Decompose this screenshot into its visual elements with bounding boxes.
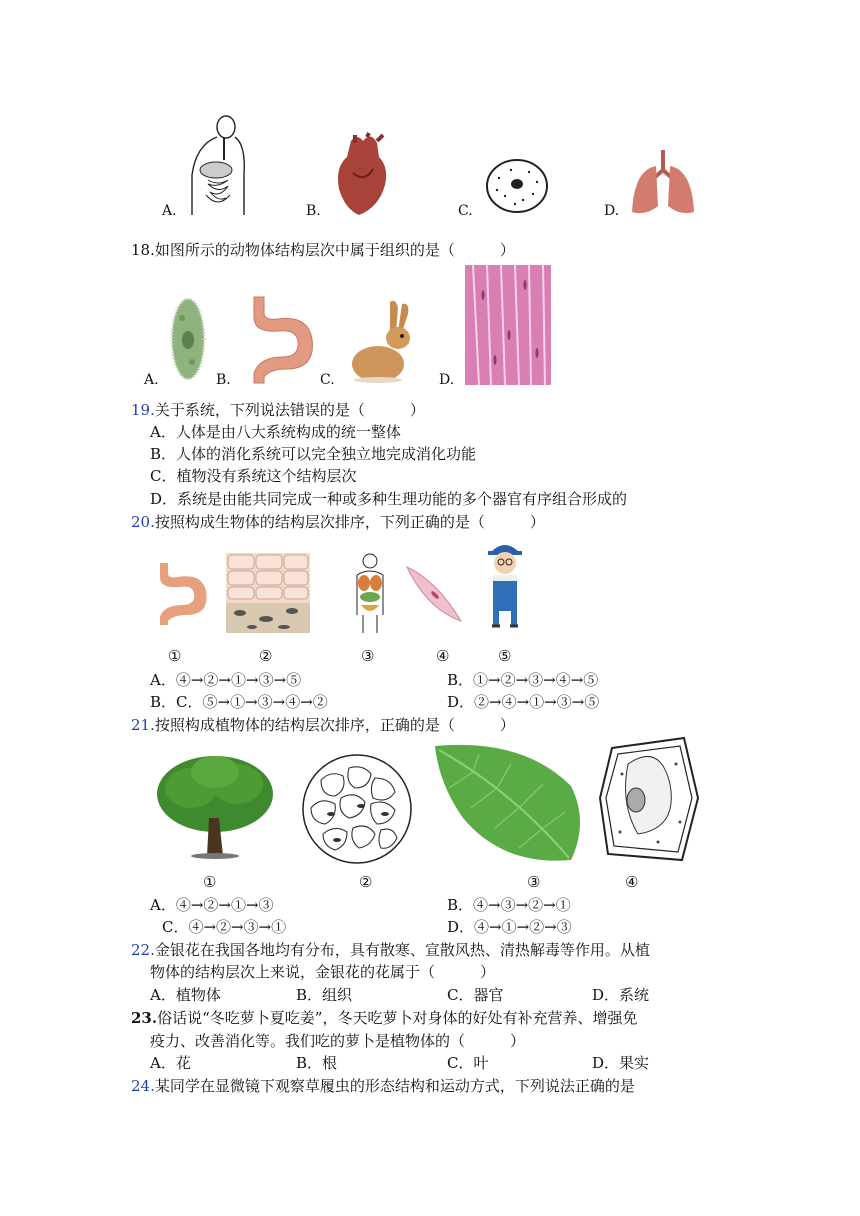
q19-text: 关于系统，下列说法错误的是（ ）: [154, 401, 425, 419]
q23-stem-line1: [131, 1008, 637, 1028]
q20-circled-1: ①: [168, 647, 182, 665]
q21-circled-2: ②: [359, 873, 373, 891]
q22-option-c[interactable]: C．器官: [447, 986, 504, 1004]
plant-tissue-icon: [301, 754, 413, 864]
q23-option-d[interactable]: D．果实: [592, 1054, 650, 1072]
q20-text: 按照构成生物体的结构层次排序，下列正确的是（ ）: [154, 513, 545, 531]
q24-number: 24.: [131, 1077, 155, 1095]
q21-stem: [131, 715, 515, 735]
q20-circled-4: ④: [436, 647, 450, 665]
q17-label-b: B.: [306, 203, 321, 219]
q20-option-d[interactable]: D．②→④→①→③→⑤: [447, 693, 600, 711]
q21-option-b[interactable]: B．④→③→②→①: [447, 896, 571, 914]
q21-option-a[interactable]: A．④→②→①→③: [150, 896, 274, 914]
heart-icon: [333, 133, 391, 215]
q20-circled-3: ③: [361, 647, 375, 665]
q22-option-a[interactable]: A．植物体: [150, 986, 221, 1004]
q18-label-c: C.: [320, 372, 335, 388]
tree-icon: [153, 752, 277, 862]
q18-number: 18.: [131, 241, 155, 259]
q19-number: 19.: [131, 401, 155, 419]
q20-option-a[interactable]: A．④→②→①→③→⑤: [150, 671, 302, 689]
q23-text-line2: 疫力、改善消化等。我们吃的萝卜是植物体的（ ）: [150, 1032, 526, 1050]
q21-option-d[interactable]: D．④→①→②→③: [447, 918, 572, 936]
muscle-tissue-icon: [465, 265, 551, 385]
q22-number: 22.: [131, 941, 155, 959]
q20-circled-2: ②: [259, 647, 273, 665]
q17-label-c: C.: [458, 203, 473, 219]
q23-text-line1: 俗话说“冬吃萝卜夏吃姜”，冬天吃萝卜对身体的好处有补充营养、增强免: [157, 1009, 638, 1027]
q22-text-line2: 物体的结构层次上来说，金银花的花属于（ ）: [150, 963, 496, 981]
stomach-icon: [244, 297, 318, 383]
q21-circled-3: ③: [527, 873, 541, 891]
q19-stem: [131, 400, 425, 420]
q24-text: 某同学在显微镜下观察草履虫的形态结构和运动方式，下列说法正确的是: [154, 1077, 635, 1095]
q22-option-b[interactable]: B．组织: [296, 986, 353, 1004]
stomach-icon: [154, 563, 212, 625]
human-systems-icon: [353, 553, 387, 635]
q18-label-b: B.: [216, 372, 231, 388]
q22-option-d[interactable]: D．系统: [592, 986, 650, 1004]
animal-cell-icon: [485, 158, 549, 214]
q22-stem-line1: [131, 940, 650, 960]
q18-label-d: D.: [439, 372, 455, 388]
q20-option-b[interactable]: B．①→②→③→④→⑤: [447, 671, 599, 689]
q21-text: 按照构成植物体的结构层次排序，正确的是（ ）: [154, 716, 515, 734]
q18-stem: [131, 240, 515, 260]
q18-label-a: A.: [144, 372, 159, 388]
q17-label-d: D.: [604, 203, 620, 219]
q19-option-d[interactable]: D．系统是由能共同完成一种或多种生理功能的多个器官有序组合形成的: [150, 490, 628, 508]
q17-label-a: A.: [162, 203, 177, 219]
paramecium-icon: [168, 296, 208, 382]
q21-circled-1: ①: [203, 873, 217, 891]
q19-option-a[interactable]: A．人体是由八大系统构成的统一整体: [150, 423, 401, 441]
leaf-icon: [433, 742, 585, 868]
q22-text-line1: 金银花在我国各地均有分布，具有散寒、宣散风热、清热解毒等作用。从植: [154, 941, 650, 959]
epithelial-tissue-icon: [226, 553, 310, 633]
q19-option-b[interactable]: B．人体的消化系统可以完全独立地完成消化功能: [150, 445, 477, 463]
q20-stem: [131, 512, 545, 532]
q23-option-b[interactable]: B．根: [296, 1054, 338, 1072]
q24-stem: [131, 1076, 635, 1096]
q23-option-c[interactable]: C．叶: [447, 1054, 489, 1072]
q20-number: 20.: [131, 513, 155, 531]
q20-option-c[interactable]: B．C．⑤→①→③→④→②: [150, 693, 328, 711]
rabbit-icon: [348, 298, 420, 384]
q23-number: 23.: [131, 1009, 158, 1027]
q20-circled-5: ⑤: [498, 647, 512, 665]
q18-text: 如图所示的动物体结构层次中属于组织的是（ ）: [154, 241, 515, 259]
q23-option-a[interactable]: A．花: [150, 1054, 191, 1072]
q21-number: 21.: [131, 716, 155, 734]
plant-cell-icon: [598, 734, 702, 866]
q21-circled-4: ④: [625, 873, 639, 891]
muscle-cell-icon: [405, 563, 463, 625]
human-digestive-system-icon: [186, 115, 248, 220]
lungs-icon: [630, 150, 696, 216]
q19-option-c[interactable]: C．植物没有系统这个结构层次: [150, 467, 357, 485]
cartoon-boy-icon: [484, 537, 526, 629]
q21-option-c[interactable]: C．④→②→③→①: [162, 918, 287, 936]
